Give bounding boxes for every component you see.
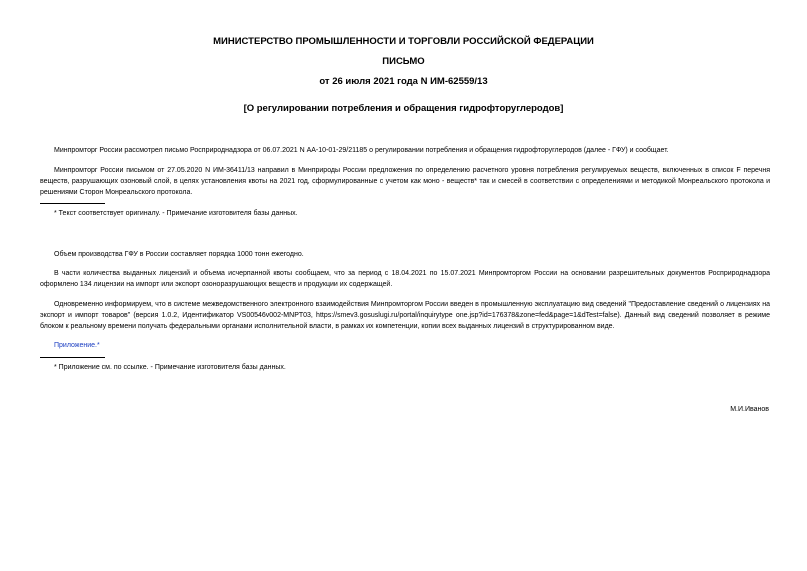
ministry-title: МИНИСТЕРСТВО ПРОМЫШЛЕННОСТИ И ТОРГОВЛИ РОССИЙСКОЙ ФЕДЕРАЦИИ — [213, 36, 594, 47]
footnote-divider — [40, 357, 105, 358]
paragraph-review: Минпромторг России рассмотрел письмо Росприроднадзора от 06.07.2021 N АА-10-01-29/21185 о регулировании потребления и обращения гидрофторуглеродов (далее - ГФУ) и сообщает. — [54, 147, 669, 154]
document-date-number: от 26 июля 2021 года N ИМ-62559/13 — [319, 76, 488, 87]
footnote-text-original: * Текст соответствует оригиналу. - Примечание изготовителя базы данных. — [54, 210, 298, 217]
paragraph-proposals: Минпромторг России письмом от 27.05.2020 N ИМ-36411/13 направил в Минприроды России предложения по определению расчетного уровня потребления регулируемых веществ, включенных в список F перечня веществ, разрушающих озоновый слой, в целях установления квоты на 2021 год, сформулированные с учетом как моно - веществ* так и смесей в соответствии с определениями и методикой Монреальского протокола и решениями Сторон Монреальского протокола. — [40, 167, 770, 196]
document-subject: [О регулировании потребления и обращения гидрофторуглеродов] — [243, 103, 564, 114]
paragraph-licenses: В части количества выданных лицензий и объема исчерпанной квоты сообщаем, что за период с 18.04.2021 по 15.07.2021 Минпромторгом России на основании разрешительных документов Росприроднадзора оформлено 134 лицензии на импорт или экспорт озоноразрушающих веществ и продукции их содержащей. — [40, 270, 770, 288]
footnote-divider — [40, 203, 105, 204]
paragraph-production-volume: Объем производства ГФУ в России составляет порядка 1000 тонн ежегодно. — [54, 251, 304, 258]
footnote-text-attachment: * Приложение см. по ссылке. - Примечание изготовителя базы данных. — [54, 364, 286, 371]
paragraph-smev-system: Одновременно информируем, что в системе межведомственного электронного взаимодействия Минпромторгом России введен в промышленную эксплуатацию вид сведений "Предоставление сведений о лицензиях на экспорт и импорт товаров" (версия 1.0.2, Идентификатор VS00546v002-MNPT03, https://smev3.gosuslugi.ru/portal/inquirytype one.jsp?id=176378&zone=fed&page=1&dTest=false). Данный вид сведений позволяет в режиме блоком к реальному времени получать федеральными органами исполнительной власти, в рамках их компетенции, копии всех выданных лицензий в структурированном виде. — [40, 301, 770, 330]
document-type: ПИСЬМО — [382, 56, 425, 67]
signature: М.И.Иванов — [730, 406, 769, 413]
attachment-footnote-mark[interactable]: * — [97, 342, 100, 349]
attachment-line — [40, 340, 770, 351]
attachment-link[interactable]: Приложение. — [54, 342, 98, 349]
